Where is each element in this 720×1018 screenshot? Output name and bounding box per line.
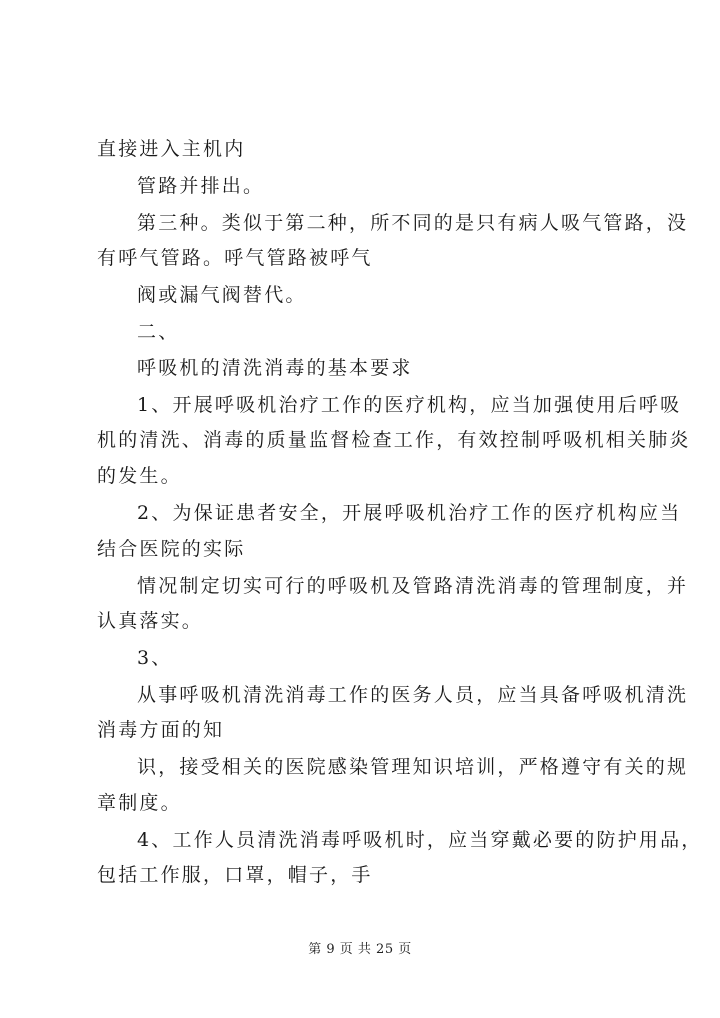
- text-line: 机的清洗、消毒的质量监督检查工作，有效控制呼吸机相关肺炎: [97, 429, 691, 451]
- section-heading: 呼吸机的清洗消毒的基本要求: [137, 357, 413, 379]
- text-line: 从事呼吸机清洗消毒工作的医务人员，应当具备呼吸机清洗: [137, 684, 689, 706]
- text-line: 情况制定切实可行的呼吸机及管路清洗消毒的管理制度，并: [137, 575, 689, 597]
- text-line: 消毒方面的知: [97, 719, 225, 741]
- text-line: 包括工作服，口罩，帽子，手: [97, 864, 373, 886]
- page-number-footer: 第 9 页 共 25 页: [308, 942, 412, 957]
- text-line: 章制度。: [97, 792, 182, 814]
- text-line: 1、开展呼吸机治疗工作的医疗机构，应当加强使用后呼吸: [137, 394, 682, 416]
- text-line: 识，接受相关的医院感染管理知识培训，严格遵守有关的规: [137, 756, 689, 778]
- text-line: 4、工作人员清洗消毒呼吸机时，应当穿戴必要的防护用品，: [137, 829, 703, 851]
- text-line: 有呼气管路。呼气管路被呼气: [97, 247, 373, 269]
- text-line: 管路并排出。: [137, 175, 265, 197]
- text-line: 认真落实。: [97, 610, 204, 632]
- text-line: 第三种。类似于第二种，所不同的是只有病人吸气管路，没: [137, 212, 689, 234]
- text-line: 结合医院的实际: [97, 538, 246, 560]
- list-number: 3、: [137, 647, 173, 669]
- text-line: 2、为保证患者安全，开展呼吸机治疗工作的医疗机构应当: [137, 502, 682, 524]
- text-line: 阀或漏气阀替代。: [137, 284, 307, 306]
- section-heading-number: 二、: [137, 321, 180, 343]
- text-line: 直接进入主机内: [97, 138, 246, 160]
- text-line: 的发生。: [97, 465, 182, 487]
